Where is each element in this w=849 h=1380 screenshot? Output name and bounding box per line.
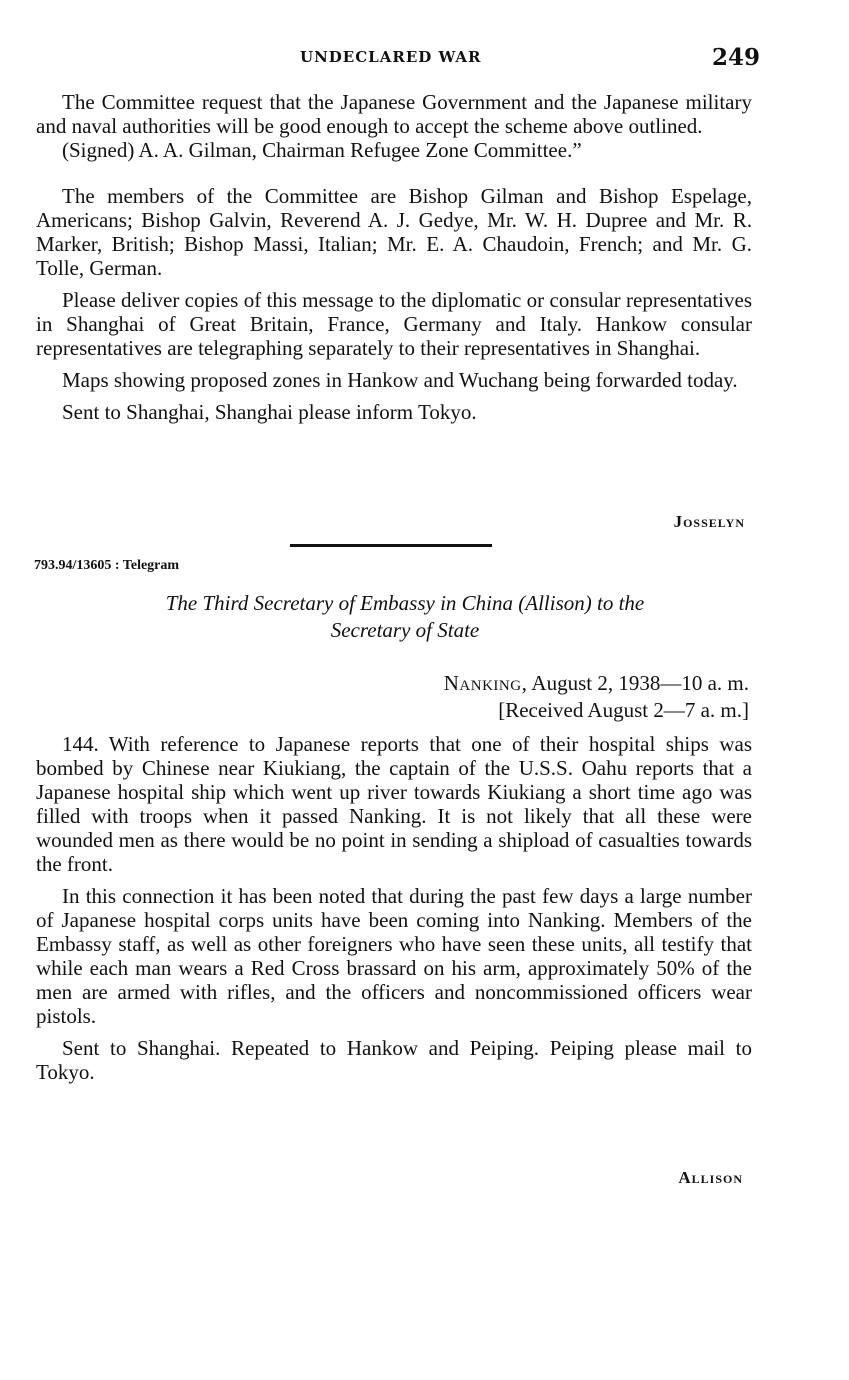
- heading-line-2: Secretary of State: [330, 618, 480, 642]
- paragraph: In this connection it has been noted that during the past few days a large number of Japanese hospital corps units have been coming into Nanking. Members of the Embassy staff, as well as other foreigners who have seen these units, all testify that while each man wears a Red Cross brassard on his arm, approximately 50% of the men are armed with rifles, and the officers and noncommissioned officers wear pistols.: [36, 884, 752, 1028]
- paragraph: The Committee request that the Japanese Government and the Japanese military and naval authorities will be good enough to accept the scheme above outlined.: [36, 90, 752, 138]
- document-heading: [60, 590, 750, 644]
- section2-body: [36, 732, 752, 1084]
- section-divider: [290, 544, 492, 547]
- file-reference: 793.94/13605 : Telegram: [34, 558, 180, 573]
- running-title: UNDECLARED WAR: [300, 48, 482, 66]
- dateline-place: Nanking,: [443, 671, 528, 695]
- section1-body: [36, 90, 752, 424]
- heading-line-1: The Third Secretary of Embassy in China (Allison) to the: [165, 591, 645, 615]
- paragraph: 144. With reference to Japanese reports that one of their hospital ships was bombed by Chinese near Kiukiang, the captain of the U.S.S. Oahu reports that a Japanese hospital ship which went up river towards Kiukiang a short time ago was filled with troops when it passed Nanking. It is not likely that all these were wounded men as there would be no point in sending a shipload of casualties towards the front.: [36, 732, 752, 876]
- signature-josselyn: Josselyn: [673, 512, 745, 531]
- signed-line: (Signed) A. A. Gilman, Chairman Refugee Zone Committee.”: [62, 138, 582, 162]
- dateline: [444, 670, 749, 724]
- running-head: [0, 46, 849, 76]
- paragraph: Maps showing proposed zones in Hankow and Wuchang being forwarded today.: [62, 368, 738, 392]
- dateline-date: August 2, 1938—10 a. m.: [527, 671, 749, 695]
- paragraph: Sent to Shanghai, Shanghai please inform Tokyo.: [62, 400, 477, 424]
- paragraph: Sent to Shanghai. Repeated to Hankow and Peiping. Peiping please mail to Tokyo.: [36, 1036, 752, 1084]
- page-number: 249: [712, 44, 761, 71]
- paragraph: The members of the Committee are Bishop Gilman and Bishop Espelage, Americans; Bishop Galvin, Reverend A. J. Gedye, Mr. W. H. Dupree and Mr. R. Marker, British; Bishop Massi, Italian; Mr. E. A. Chaudoin, French; and Mr. G. Tolle, German.: [36, 184, 752, 280]
- received-line: [Received August 2—7 a. m.]: [498, 698, 749, 722]
- paragraph: Please deliver copies of this message to the diplomatic or consular representatives in Shanghai of Great Britain, France, Germany and Italy. Hankow consular representatives are telegraphing separately to their representatives in Shanghai.: [36, 288, 752, 360]
- signature-allison: Allison: [678, 1168, 743, 1187]
